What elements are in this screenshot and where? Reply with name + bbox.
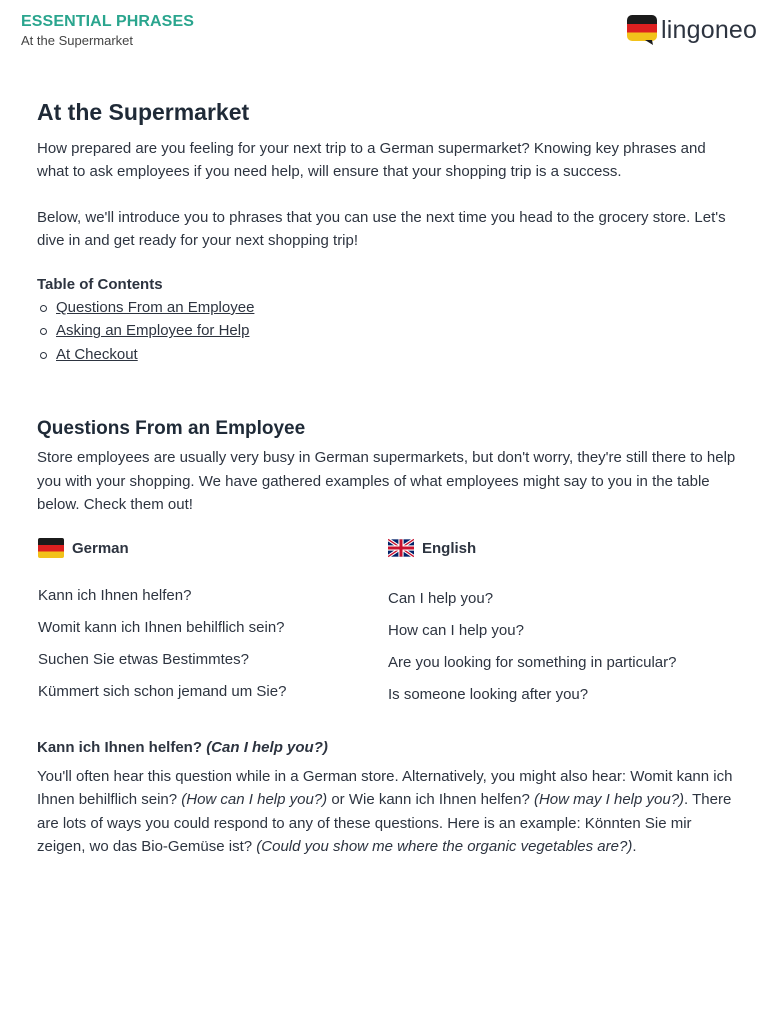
table-row: Kann ich Ihnen helfen?: [38, 587, 192, 605]
para-translation: (How can I help you?): [181, 791, 328, 809]
section-body: Store employees are usually very busy in German supermarkets, but don't worry, they're still there to help you with your shopping. We have gathered examples of what employees might say to you in the table below. Check them out!: [37, 449, 736, 514]
page-title: At the Supermarket: [37, 99, 250, 125]
table-row: Can I help you?: [388, 590, 494, 608]
english-column-header: [388, 536, 738, 560]
table-row: Is someone looking after you?: [388, 686, 589, 704]
intro-paragraph-1: How prepared are you feeling for your next trip to a German supermarket? Knowing key phrases and what to ask employees if you need help, will ensure that your shopping trip is a success.: [37, 140, 706, 181]
table-row: Womit kann ich Ihnen behilflich sein?: [38, 619, 285, 637]
table-row: Are you looking for something in particular?: [388, 654, 677, 672]
section-label: ESSENTIAL PHRASES: [21, 13, 194, 30]
toc-link[interactable]: At Checkout: [56, 345, 138, 363]
lingoneo-logo[interactable]: [626, 14, 757, 46]
phrase-explanation: [37, 765, 739, 859]
table-of-contents: [37, 296, 739, 366]
phrase-subheading: [37, 736, 739, 759]
section-subtitle: At the Supermarket: [21, 33, 133, 48]
phrase-table: [37, 536, 739, 726]
english-column: [388, 536, 738, 711]
section-heading: Questions From an Employee: [37, 418, 306, 440]
table-row: Suchen Sie etwas Bestimmtes?: [38, 651, 249, 669]
para-text: .: [632, 838, 637, 856]
toc-link[interactable]: Asking an Employee for Help: [56, 322, 250, 340]
uk-flag-icon: [388, 538, 414, 558]
toc-title: Table of Contents: [37, 275, 163, 293]
german-column: [38, 536, 378, 708]
table-row: How can I help you?: [388, 622, 524, 640]
english-header-label: English: [422, 539, 477, 557]
para-translation: (Could you show me where the organic vegetables are?): [256, 838, 633, 856]
para-text: You'll often hear this question while in a German store. Alternatively, you might also hear: Womit kann ich Ihnen behilflich sein?: [37, 767, 733, 809]
english-rows: [388, 583, 738, 711]
toc-link[interactable]: Questions From an Employee: [56, 299, 255, 317]
subheading-english: (Can I help you?): [206, 739, 328, 757]
para-translation: (How may I help you?): [533, 791, 685, 809]
german-header-label: German: [72, 539, 129, 557]
para-text: . There are lots of ways you could respond to any of these questions. Here is an example: Könnten Sie mir zeigen, wo das Bio-Gemüse ist?: [37, 791, 732, 856]
intro-paragraph-2: Below, we'll introduce you to phrases that you can use the next time you head to the grocery store. Let's dive in and get ready for your next shopping trip!: [37, 208, 726, 250]
german-column-header: [38, 536, 378, 560]
german-rows: [38, 580, 378, 708]
logo-text: lingoneo: [661, 16, 758, 44]
article-content: [37, 97, 739, 859]
speech-bubble-german-flag-icon: [626, 14, 658, 46]
german-flag-icon: [38, 538, 64, 558]
page-header: [0, 0, 768, 60]
toc-item-asking[interactable]: [37, 319, 739, 342]
para-text: or Wie kann ich Ihnen helfen?: [327, 791, 534, 809]
toc-item-questions[interactable]: [37, 296, 739, 319]
table-row: Kümmert sich schon jemand um Sie?: [38, 683, 287, 701]
toc-item-checkout[interactable]: [37, 343, 739, 366]
subheading-german: Kann ich Ihnen helfen?: [37, 739, 203, 757]
